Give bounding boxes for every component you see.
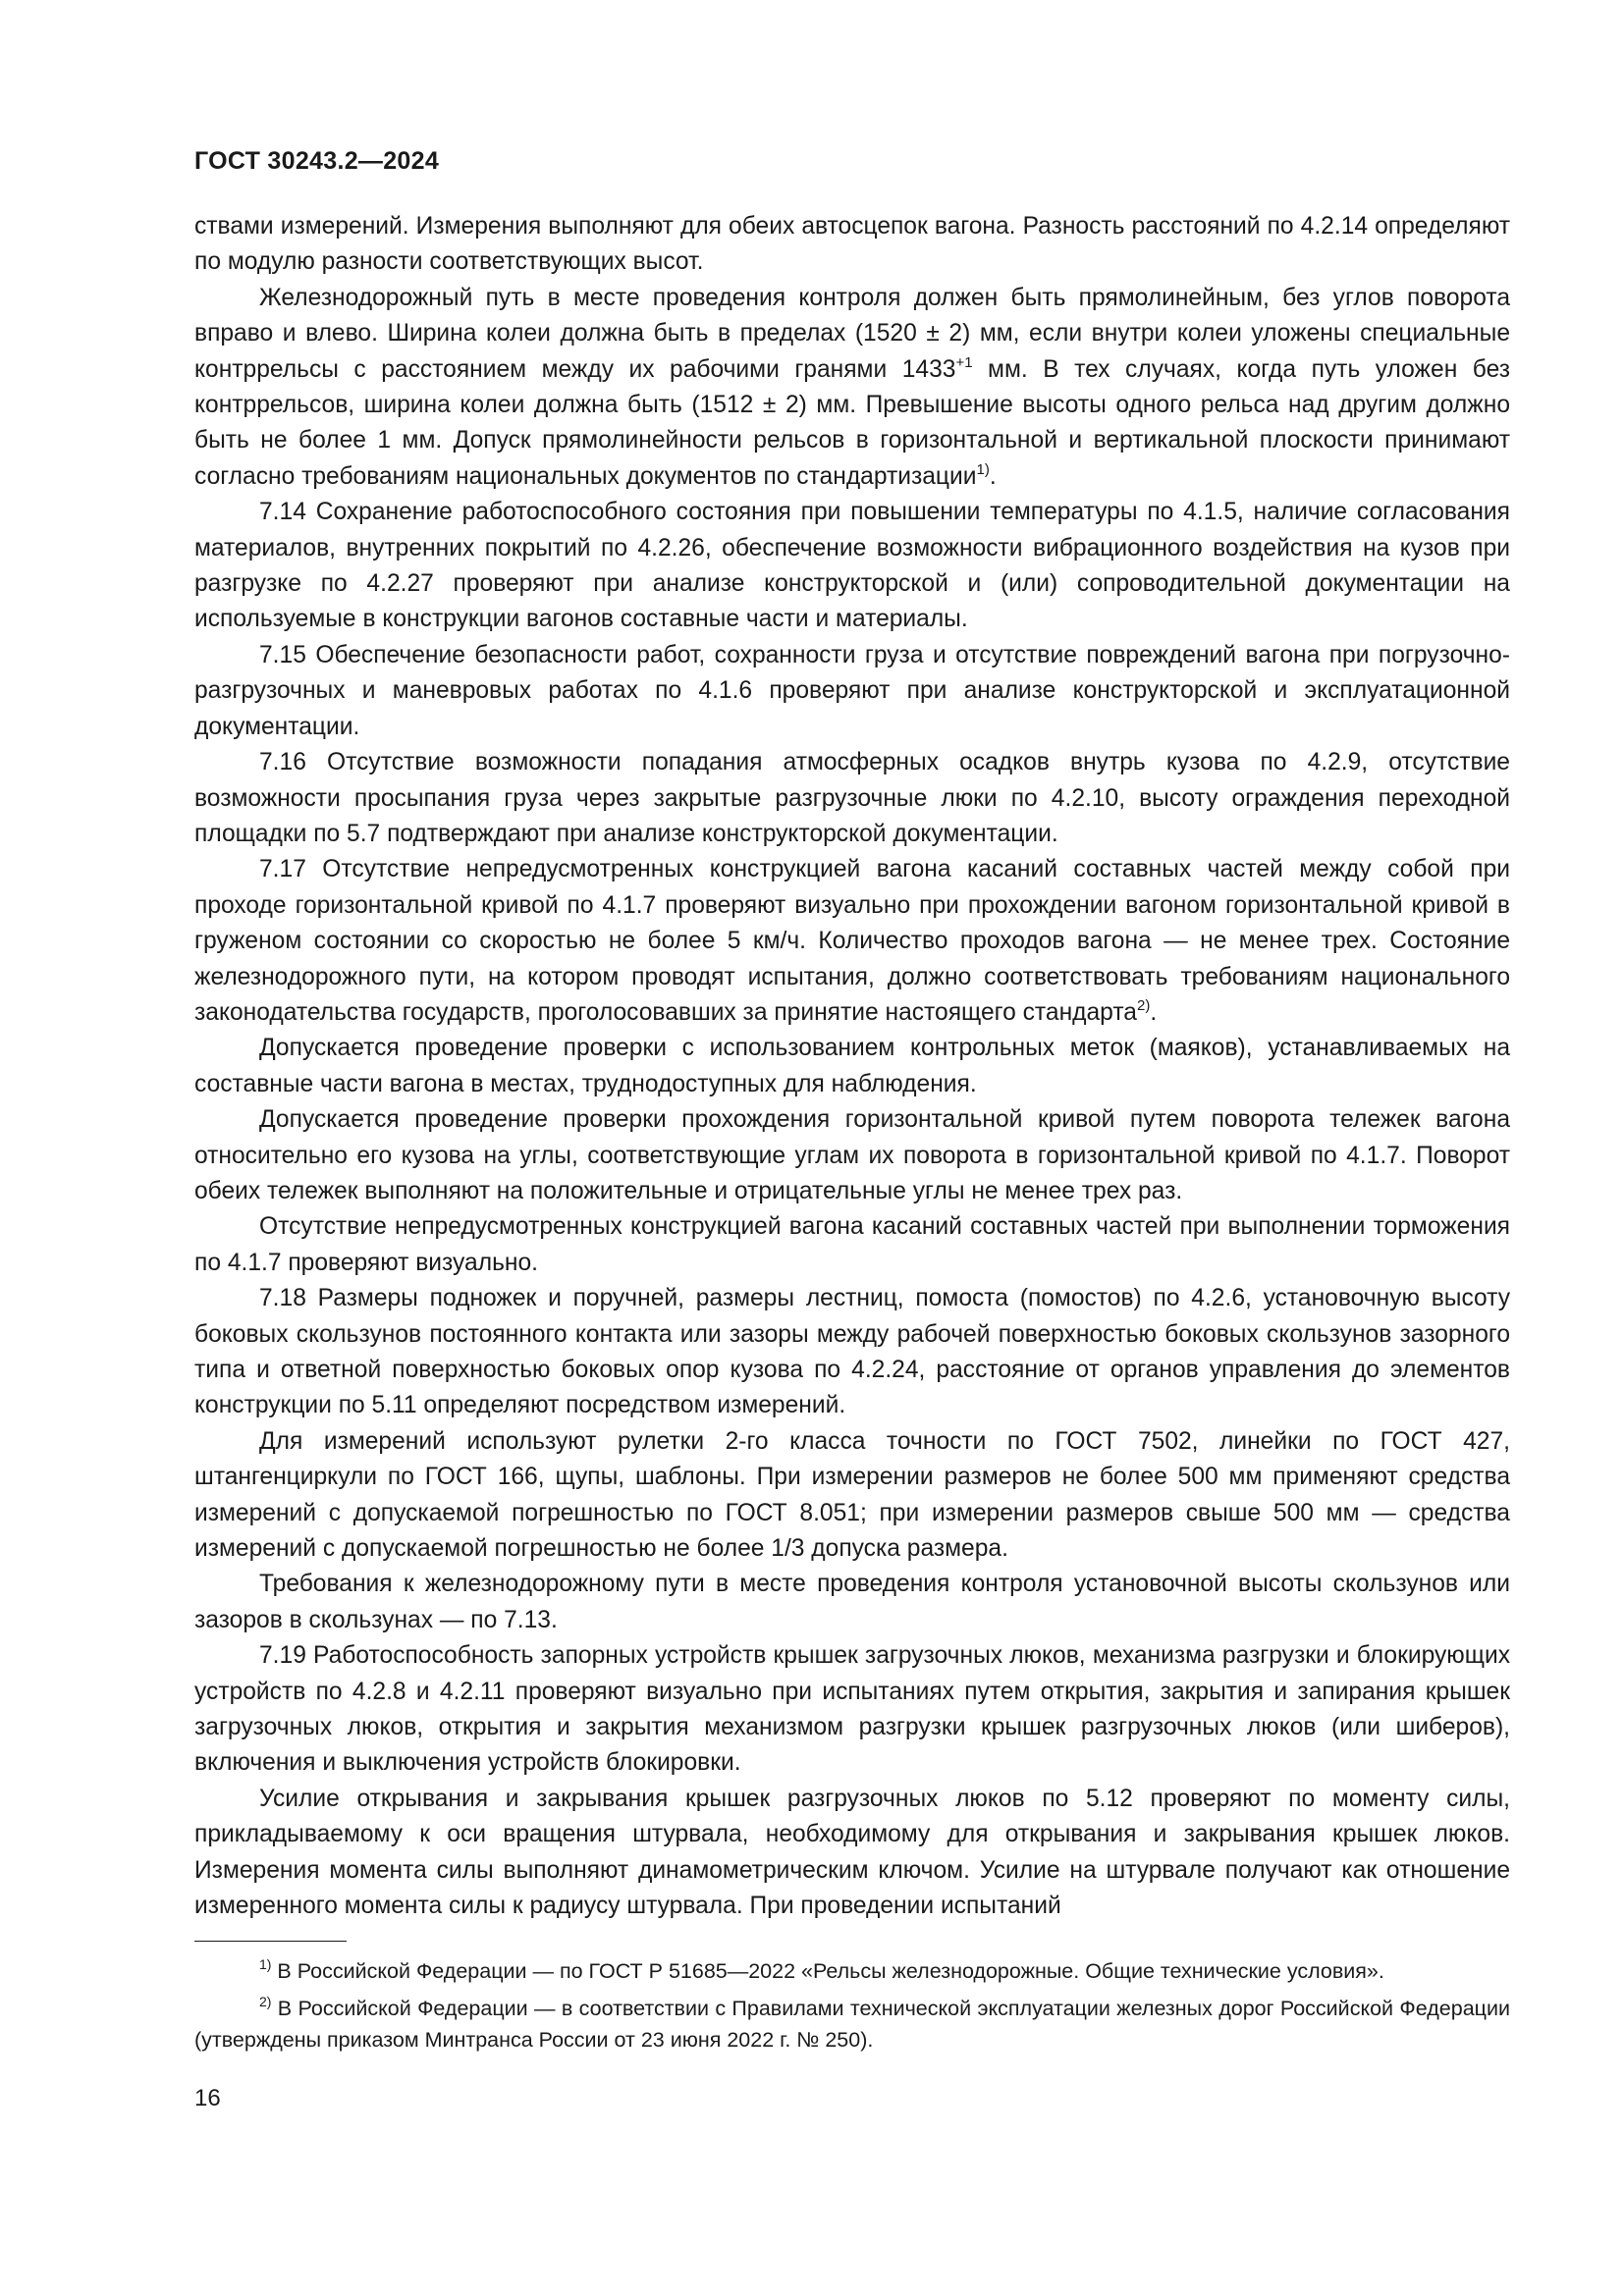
paragraph: 7.19 Работоспособность запорных устройств крышек загрузочных люков, механизма разгрузки и блокирующих устройств по 4.2.8 и 4.2.11 проверяют визуально при испытаниях путем открытия, закрытия и запирания крышек загрузочных люков, открытия и закрытия механизмом разгрузки крышек разгрузочных люков (или шиберов), включения и выключения устройств блокировки. (194, 1642, 1510, 1777)
paragraph: 7.15 Обеспечение безопасности работ, сохранности груза и отсутствие повреждений вагона при погрузочно-разгрузочных и маневровых работах по 4.1.6 проверяют при анализе конструкторской и эксплуатационной документации. (194, 641, 1510, 740)
paragraph: ствами измерений. Измерения выполняют для обеих автосцепок вагона. Разность расстояний по 4.2.14 определяют по модулю разности соответствующих высот. (194, 213, 1510, 276)
body-text (194, 209, 1510, 1925)
paragraph: Отсутствие непредусмотренных конструкцией вагона касаний составных частей при выполнении торможения по 4.1.7 проверяют визуально. (194, 1213, 1510, 1276)
footnote-reference: +1 (955, 353, 973, 371)
paragraph (194, 852, 1510, 1031)
paragraph: Допускается проведение проверки с использованием контрольных меток (маяков), устанавливаемых на составные части вагона в местах, труднодоступных для наблюдения. (194, 1035, 1510, 1097)
paragraph: Усилие открывания и закрывания крышек разгрузочных люков по 5.12 проверяют по моменту силы, прикладываемому к оси вращения штурвала, необходимому для открывания и закрывания крышек люков. Измерения момента силы выполняют динамометрическим ключом. Усилие на штурвале получают как отношение измеренного момента силы к радиусу штурвала. При проведении испытаний (194, 1785, 1510, 1920)
footnote-separator (194, 1941, 347, 1942)
footnote-text: В Российской Федерации — в соответствии с Правилами технической эксплуатации железных дорог Российской Федерации (утверждены приказом Минтранса России от 23 июня 2022 г. № 250). (194, 1996, 1510, 2052)
footnote-reference: 1) (976, 460, 990, 478)
paragraph: 7.14 Сохранение работоспособного состояния при повышении температуры по 4.1.5, наличие согласования материалов, внутренних покрытий по 4.2.26, обеспечение возможности вибрационного воздействия на кузов при разгрузке по 4.2.27 проверяют при анализе конструкторской и (или) сопроводительной документации на используемые в конструкции вагонов составные части и материалы. (194, 499, 1510, 633)
paragraph: Допускается проведение проверки прохождения горизонтальной кривой путем поворота тележек вагона относительно его кузова на углы, соответствующие углам их поворота в горизонтальной кривой по 4.1.7. Поворот обеих тележек выполняют на положительные и отрицательные углы не менее трех раз. (194, 1106, 1510, 1204)
paragraph-text: Железнодорожный путь в месте проведения контроля должен быть прямолинейным, без углов поворота вправо и влево. Ширина колеи должна быть в пределах (1520 ± 2) мм, если внутри колеи уложены специальные контррельсы с расстоянием между их рабочими гранями 1433 (194, 284, 1510, 383)
footnote-mark: 1) (259, 1955, 272, 1972)
footnote-mark: 2) (259, 1993, 272, 2009)
paragraph: Для измерений используют рулетки 2-го класса точности по ГОСТ 7502, линейки по ГОСТ 427, штангенциркули по ГОСТ 166, щупы, шаблоны. При измерении размеров не более 500 мм применяют средства измерений с допускаемой погрешностью по ГОСТ 8.051; при измерении размеров свыше 500 мм — средства измерений с допускаемой погрешностью не более 1/3 допуска размера. (194, 1427, 1510, 1563)
footnote (194, 1955, 1510, 1987)
footnote-text: В Российской Федерации — по ГОСТ Р 51685—2022 «Рельсы железнодорожные. Общие технические условия». (271, 1958, 1384, 1983)
document-page (194, 147, 1510, 2112)
paragraph: Требования к железнодорожному пути в месте проведения контроля установочной высоты скользунов или зазоров в скользунах — по 7.13. (194, 1571, 1510, 1633)
paragraph: 7.18 Размеры подножек и поручней, размеры лестниц, помоста (помостов) по 4.2.6, установочную высоту боковых скользунов постоянного контакта или зазоры между рабочей поверхностью боковых скользунов зазорного типа и ответной поверхностью боковых опор кузова по 4.2.24, расстояние от органов управления до элементов конструкции по 5.11 определяют посредством измерений. (194, 1285, 1510, 1419)
footnotes (194, 1955, 1510, 2056)
page-number: 16 (194, 2084, 221, 2111)
footnote (194, 1993, 1510, 2056)
paragraph-text: . (989, 462, 997, 490)
paragraph-text: 7.17 Отсутствие непредусмотренных конструкцией вагона касаний составных частей между собой при проходе горизонтальной кривой по 4.1.7 проверяют визуально при прохождении вагоном горизонтальной кривой в груженом состоянии со скоростью не более 5 км/ч. Количество проходов вагона — не менее трех. Состояние железнодорожного пути, на котором проводят испытания, должно соответствовать требованиям национального законодательства государств, проголосовавших за принятие настоящего стандарта (194, 856, 1510, 1026)
paragraph-text: . (1150, 998, 1158, 1026)
paragraph (194, 281, 1510, 495)
paragraph: 7.16 Отсутствие возможности попадания атмосферных осадков внутрь кузова по 4.2.9, отсутствие возможности просыпания груза через закрытые разгрузочные люки по 4.2.10, высоту ограждения переходной площадки по 5.7 подтверждают при анализе конструкторской документации. (194, 749, 1510, 847)
footnote-reference: 2) (1136, 996, 1151, 1014)
document-header: ГОСТ 30243.2—2024 (194, 147, 440, 175)
paragraph-text: мм. В тех случаях, когда путь уложен без контррельсов, ширина колеи должна быть (1512 ± 2) мм. Превышение высоты одного рельса над другим должно быть не более 1 мм. Допуск прямолинейности рельсов в горизонтальной и вертикальной плоскости принимают согласно требованиям национальных документов по стандартизации (194, 355, 1511, 490)
